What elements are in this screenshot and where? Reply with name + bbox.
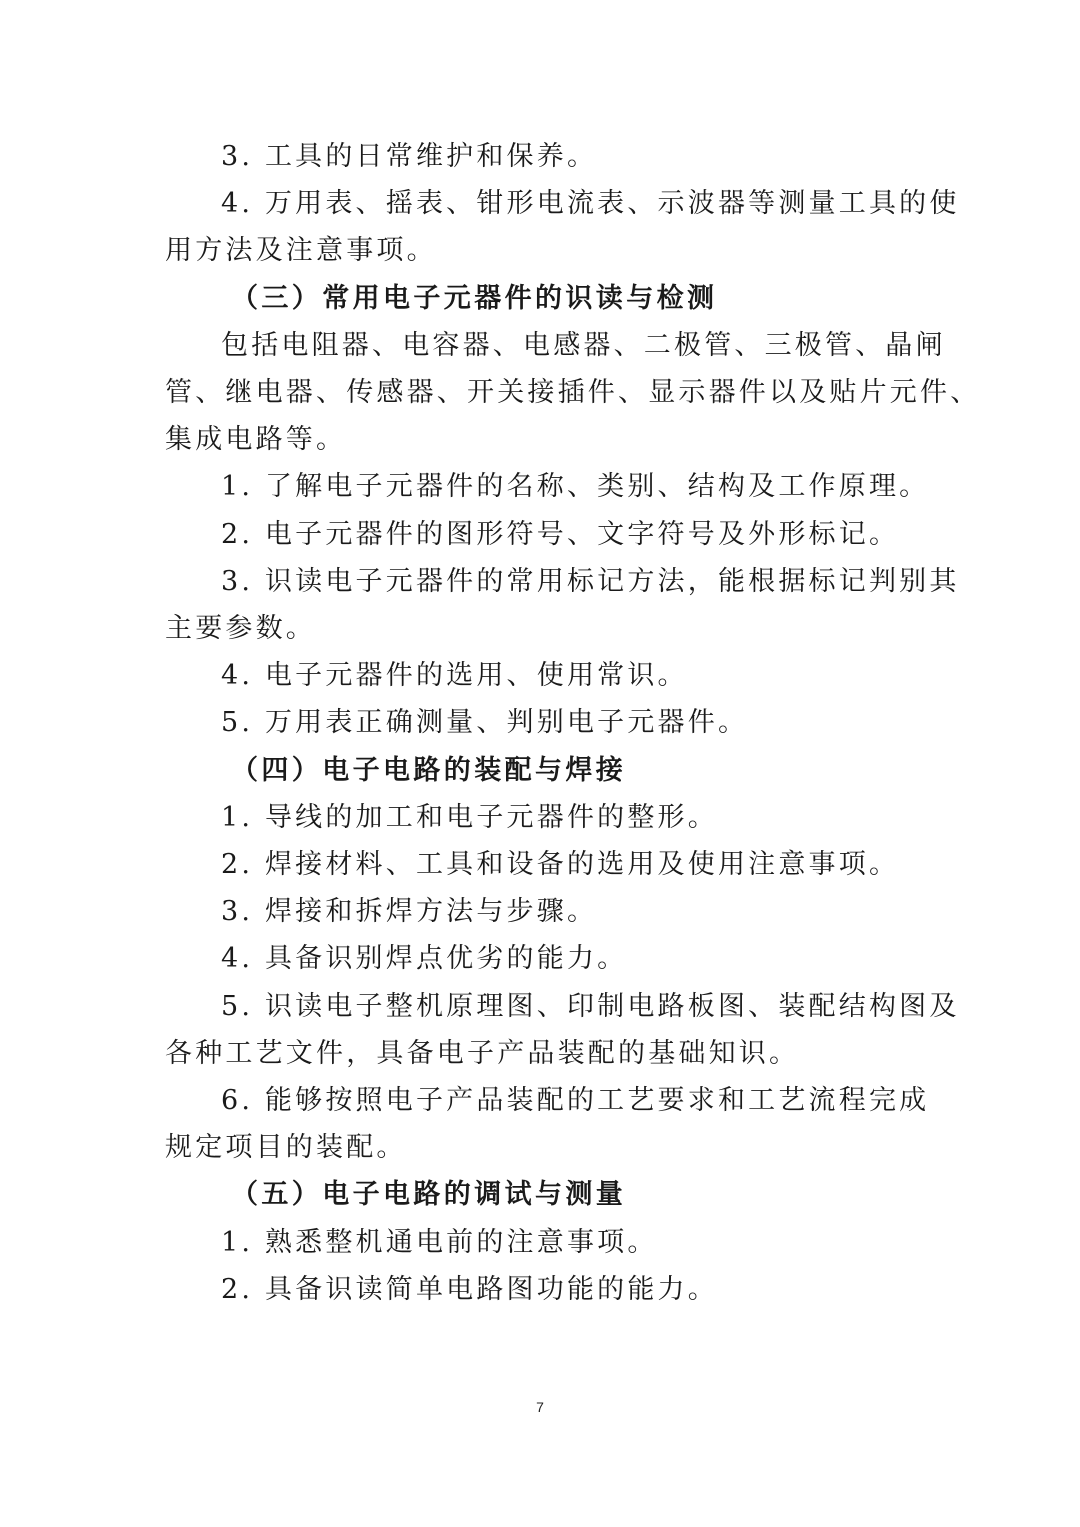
list-item-read-schematics: 5. 识读电子整机原理图、印制电路板图、装配结构图及 — [221, 990, 960, 1022]
list-item-soldering-materials: 2. 焊接材料、工具和设备的选用及使用注意事项。 — [221, 849, 900, 881]
paragraph-components-intro-cont-2: 集成电路等。 — [165, 424, 347, 456]
list-item-measuring-tools-cont: 用方法及注意事项。 — [165, 235, 437, 267]
section-heading-assembly-soldering: （四）电子电路的装配与焊接 — [231, 754, 627, 786]
list-item-component-names: 1. 了解电子元器件的名称、类别、结构及工作原理。 — [221, 471, 930, 503]
page-number: 7 — [536, 1399, 544, 1415]
document-body — [165, 133, 981, 1313]
list-item-wire-processing: 1. 导线的加工和电子元器件的整形。 — [221, 801, 718, 833]
list-item-multimeter-measure: 5. 万用表正确测量、判别电子元器件。 — [221, 707, 749, 739]
list-item-component-marking-cont: 主要参数。 — [165, 613, 316, 645]
paragraph-components-intro-cont-1: 管、继电器、传感器、开关接插件、显示器件以及贴片元件、 — [165, 377, 981, 409]
list-item-solder-joint-quality: 4. 具备识别焊点优劣的能力。 — [221, 943, 628, 975]
list-item-soldering-methods: 3. 焊接和拆焊方法与步骤。 — [221, 896, 598, 928]
section-heading-components: （三）常用电子元器件的识读与检测 — [231, 282, 718, 314]
list-item-read-simple-circuits: 2. 具备识读简单电路图功能的能力。 — [221, 1273, 718, 1305]
list-item-read-schematics-cont: 各种工艺文件，具备电子产品装配的基础知识。 — [165, 1037, 800, 1069]
list-item-component-symbols: 2. 电子元器件的图形符号、文字符号及外形标记。 — [221, 518, 900, 550]
list-item-component-marking: 3. 识读电子元器件的常用标记方法，能根据标记判别其 — [221, 565, 960, 597]
list-item-measuring-tools: 4. 万用表、摇表、钳形电流表、示波器等测量工具的使 — [221, 188, 960, 220]
list-item-assembly-process-cont: 规定项目的装配。 — [165, 1132, 407, 1164]
list-item-component-selection: 4. 电子元器件的选用、使用常识。 — [221, 660, 688, 692]
section-heading-debug-measure: （五）电子电路的调试与测量 — [231, 1179, 627, 1211]
paragraph-components-intro: 包括电阻器、电容器、电感器、二极管、三极管、晶闸 — [221, 329, 946, 361]
list-item-assembly-process: 6. 能够按照电子产品装配的工艺要求和工艺流程完成 — [221, 1085, 930, 1117]
list-item-power-on-precautions: 1. 熟悉整机通电前的注意事项。 — [221, 1226, 658, 1258]
list-item-tool-maintenance: 3. 工具的日常维护和保养。 — [221, 141, 598, 172]
